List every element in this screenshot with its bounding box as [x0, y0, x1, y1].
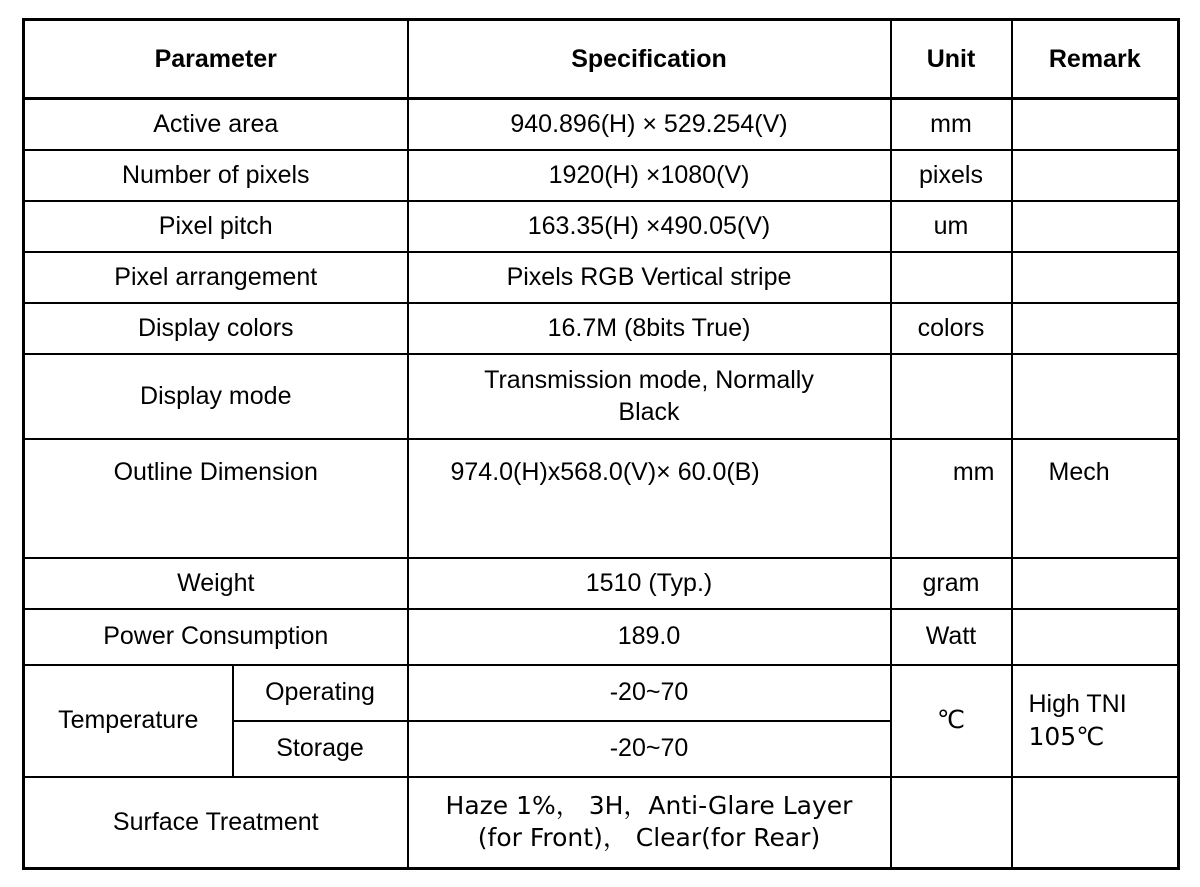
spec-outline-dimension: 974.0(H)x568.0(V)× 60.0(B) — [408, 439, 891, 558]
remark-temperature-line2: 105℃ — [1028, 721, 1105, 751]
spec-pixel-pitch: 163.35(H) ×490.05(V) — [408, 201, 891, 252]
header-unit: Unit — [891, 20, 1012, 99]
spec-temperature-operating: -20~70 — [408, 665, 891, 721]
unit-weight: gram — [891, 558, 1012, 609]
unit-power-consumption: Watt — [891, 609, 1012, 665]
spec-temperature-storage: -20~70 — [408, 721, 891, 777]
table-row — [24, 99, 1179, 150]
spec-display-colors: 16.7M (8bits True) — [408, 303, 891, 354]
header-parameter: Parameter — [24, 20, 408, 99]
remark-weight — [1012, 558, 1179, 609]
remark-temperature-line1: High TNI — [1028, 690, 1127, 718]
unit-pixel-pitch: um — [891, 201, 1012, 252]
spec-power-consumption: 189.0 — [408, 609, 891, 665]
unit-display-colors: colors — [891, 303, 1012, 354]
remark-surface-treatment — [1012, 777, 1179, 869]
unit-temperature: ℃ — [891, 665, 1012, 777]
param-display-mode: Display mode — [24, 354, 408, 439]
remark-number-of-pixels — [1012, 150, 1179, 201]
table-row — [24, 439, 1179, 558]
remark-outline-dimension: Mech — [1012, 439, 1179, 558]
table-row — [24, 558, 1179, 609]
param-outline-dimension: Outline Dimension — [24, 439, 408, 558]
param-weight: Weight — [24, 558, 408, 609]
param-surface-treatment: Surface Treatment — [24, 777, 408, 869]
unit-outline-dimension: mm — [891, 439, 1012, 558]
unit-number-of-pixels: pixels — [891, 150, 1012, 201]
param-number-of-pixels: Number of pixels — [24, 150, 408, 201]
table-row — [24, 777, 1179, 869]
header-specification: Specification — [408, 20, 891, 99]
param-temperature-storage: Storage — [233, 721, 408, 777]
param-active-area: Active area — [24, 99, 408, 150]
specification-table — [22, 18, 1180, 870]
remark-power-consumption — [1012, 609, 1179, 665]
spec-surface-treatment-line2: (for Front)， Clear(for Rear) — [477, 823, 821, 853]
spec-weight: 1510 (Typ.) — [408, 558, 891, 609]
header-row — [24, 20, 1179, 99]
table-row — [24, 150, 1179, 201]
table-row — [24, 609, 1179, 665]
spec-pixel-arrangement: Pixels RGB Vertical stripe — [408, 252, 891, 303]
spec-surface-treatment — [408, 777, 891, 869]
table-row — [24, 354, 1179, 439]
param-temperature: Temperature — [24, 665, 233, 777]
spec-active-area: 940.896(H) × 529.254(V) — [408, 99, 891, 150]
table-row — [24, 252, 1179, 303]
table-row — [24, 665, 1179, 721]
remark-display-colors — [1012, 303, 1179, 354]
unit-surface-treatment — [891, 777, 1012, 869]
param-power-consumption: Power Consumption — [24, 609, 408, 665]
remark-pixel-pitch — [1012, 201, 1179, 252]
unit-pixel-arrangement — [891, 252, 1012, 303]
table-row — [24, 201, 1179, 252]
remark-active-area — [1012, 99, 1179, 150]
param-display-colors: Display colors — [24, 303, 408, 354]
table-row — [24, 303, 1179, 354]
header-remark: Remark — [1012, 20, 1179, 99]
unit-display-mode — [891, 354, 1012, 439]
spec-display-mode-line2: Black — [618, 398, 680, 426]
remark-pixel-arrangement — [1012, 252, 1179, 303]
param-temperature-operating: Operating — [233, 665, 408, 721]
param-pixel-arrangement: Pixel arrangement — [24, 252, 408, 303]
unit-active-area: mm — [891, 99, 1012, 150]
spec-number-of-pixels: 1920(H) ×1080(V) — [408, 150, 891, 201]
spec-display-mode — [408, 354, 891, 439]
spec-surface-treatment-line1: Haze 1%， 3H，Anti-Glare Layer — [445, 790, 853, 820]
remark-temperature — [1012, 665, 1179, 777]
remark-display-mode — [1012, 354, 1179, 439]
param-pixel-pitch: Pixel pitch — [24, 201, 408, 252]
spec-display-mode-line1: Transmission mode, Normally — [484, 365, 814, 394]
